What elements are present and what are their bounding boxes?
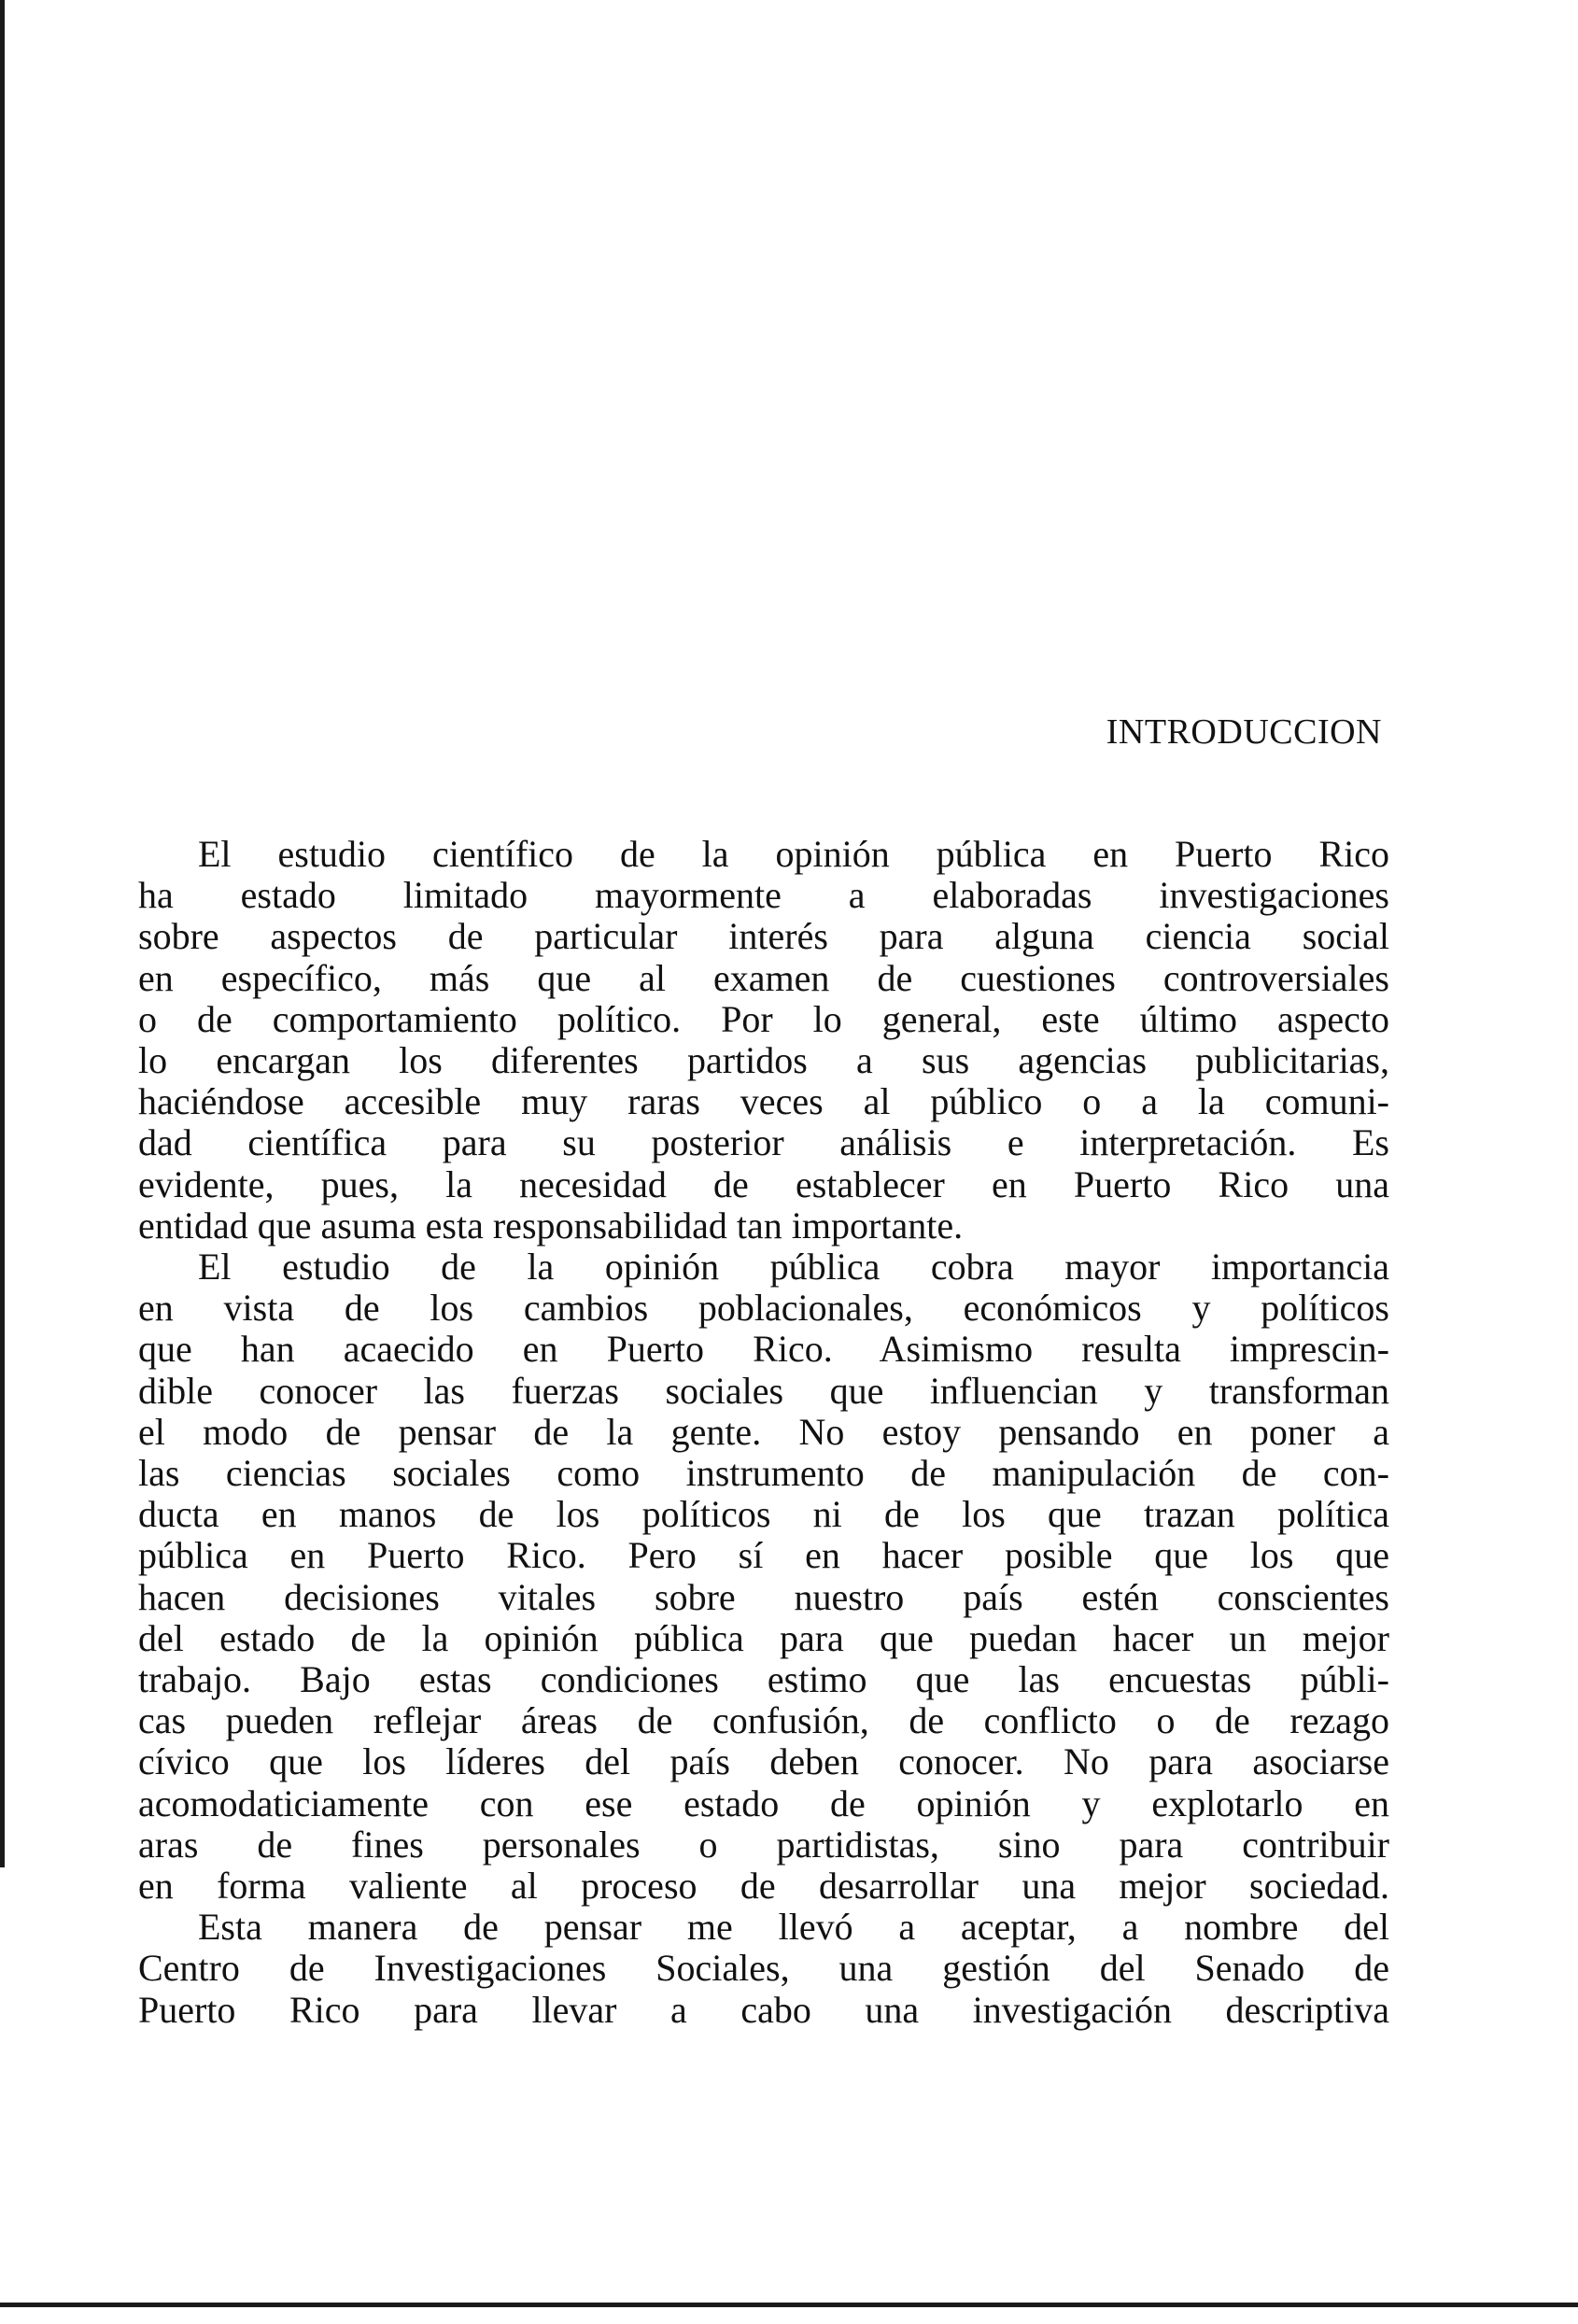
text-line: El estudio científico de la opinión pública en Puerto Rico [198, 833, 1389, 875]
text-line: el modo de pensar de la gente. No estoy pensando en poner a [138, 1410, 1389, 1453]
section-heading: INTRODUCCION [1106, 712, 1382, 752]
text-line: aras de fines personales o partidistas, sino para contribuir [138, 1823, 1389, 1866]
text-line: en específico, más que al examen de cuestiones controversiales [138, 956, 1389, 999]
text-line: cívico que los líderes del país deben conocer. No para asociarse [138, 1740, 1389, 1783]
text-line: en vista de los cambios poblacionales, económicos y políticos [138, 1287, 1389, 1330]
text-line: del estado de la opinión pública para que puedan hacer un mejor [138, 1616, 1389, 1659]
left-scan-border [0, 0, 5, 1867]
text-line: trabajo. Bajo estas condiciones estimo que las encuestas públi- [138, 1658, 1389, 1701]
text-line: El estudio de la opinión pública cobra mayor importancia [198, 1246, 1389, 1289]
paragraph-1 [138, 834, 1389, 1247]
text-line: Esta manera de pensar me llevó a aceptar, a nombre del [198, 1906, 1389, 1949]
text-line: Puerto Rico para llevar a cabo una investigación descriptiva [138, 1988, 1389, 2031]
text-line: evidente, pues, la necesidad de establecer en Puerto Rico una [138, 1162, 1389, 1205]
text-line: ducta en manos de los políticos ni de los que trazan política [138, 1493, 1389, 1536]
text-line: ha estado limitado mayormente a elaboradas investigaciones [138, 874, 1389, 917]
text-line: o de comportamiento político. Por lo general, este último aspecto [138, 997, 1389, 1040]
paragraph-3 [138, 1907, 1389, 2031]
text-line: dad científica para su posterior análisis e interpretación. Es [138, 1121, 1389, 1164]
text-line: pública en Puerto Rico. Pero sí en hacer posible que los que [138, 1534, 1389, 1577]
text-line: cas pueden reflejar áreas de confusión, de conflicto o de rezago [138, 1699, 1389, 1742]
text-line: Centro de Investigaciones Sociales, una gestión del Senado de [138, 1947, 1389, 1990]
text-line: entidad que asuma esta responsabilidad tan importante. [138, 1204, 964, 1247]
text-line: que han acaecido en Puerto Rico. Asimismo resulta imprescin- [138, 1328, 1389, 1371]
text-line: lo encargan los diferentes partidos a sus agencias publicitarias, [138, 1039, 1389, 1082]
text-line: haciéndose accesible muy raras veces al público o a la comuni- [138, 1080, 1389, 1123]
text-line: acomodaticiamente con ese estado de opinión y explotarlo en [138, 1782, 1389, 1824]
text-line: las ciencias sociales como instrumento de manipulación de con- [138, 1452, 1389, 1495]
bottom-scan-border [0, 2303, 1578, 2307]
text-line: en forma valiente al proceso de desarrollar una mejor sociedad. [138, 1865, 1389, 1908]
text-line: hacen decisiones vitales sobre nuestro país estén conscientes [138, 1575, 1389, 1618]
text-line: dible conocer las fuerzas sociales que influencian y transforman [138, 1369, 1389, 1412]
body-text [138, 834, 1389, 2031]
paragraph-2 [138, 1247, 1389, 1907]
text-line: sobre aspectos de particular interés para alguna ciencia social [138, 915, 1389, 958]
